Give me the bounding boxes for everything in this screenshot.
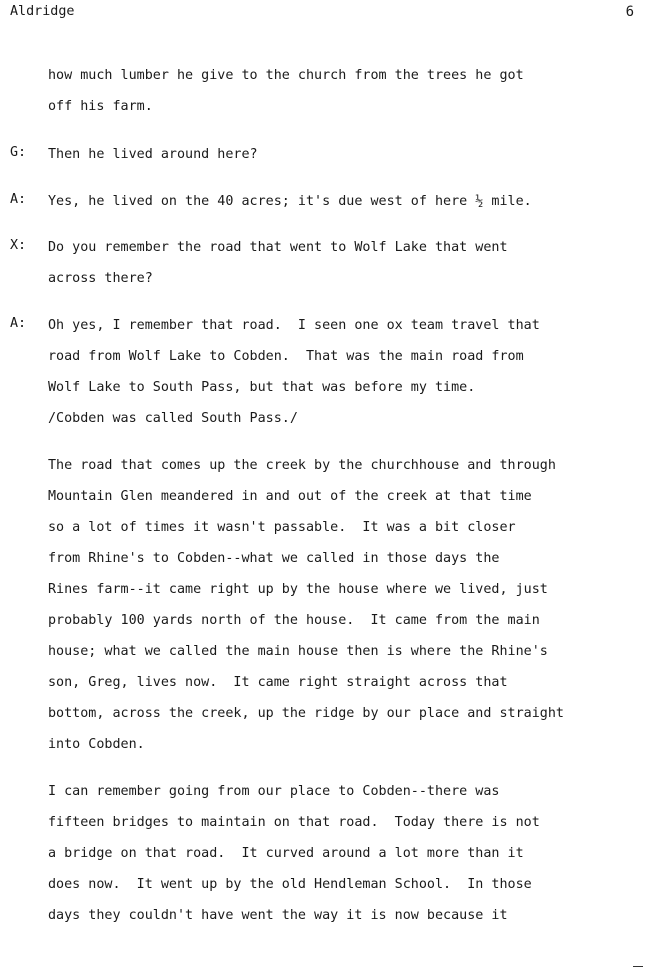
transcript-line: /Cobden was called South Pass./ (48, 411, 298, 426)
transcript-line: I can remember going from our place to Cobden--there was (48, 784, 500, 799)
transcript-line: off his farm. (48, 99, 153, 114)
speaker-label: A: (10, 316, 27, 331)
speaker-label: A: (10, 192, 27, 207)
transcript-line: Mountain Glen meandered in and out of the creek at that time (48, 489, 532, 504)
transcript-line: Rines farm--it came right up by the house where we lived, just (48, 582, 548, 597)
transcript-line: son, Greg, lives now. It came right straight across that (48, 675, 508, 690)
transcript-line: does now. It went up by the old Hendleman School. In those (48, 877, 532, 892)
transcript-line: fifteen bridges to maintain on that road. Today there is not (48, 815, 540, 830)
transcript-line: across there? (48, 271, 153, 286)
interviewee-name: Aldridge (10, 4, 75, 19)
transcript-line: Do you remember the road that went to Wolf Lake that went (48, 240, 508, 255)
speaker-label: G: (10, 145, 27, 160)
transcript-line: Then he lived around here? (48, 147, 258, 162)
transcript-line: The road that comes up the creek by the churchhouse and through (48, 458, 556, 473)
transcript-line: a bridge on that road. It curved around a lot more than it (48, 846, 524, 861)
page-number: 6 (625, 4, 634, 20)
page-header (10, 4, 634, 24)
page-corner-mark (633, 966, 643, 967)
transcript-line: from Rhine's to Cobden--what we called in those days the (48, 551, 500, 566)
speaker-label: X: (10, 238, 27, 253)
transcript-line: into Cobden. (48, 737, 145, 752)
transcript-line: Oh yes, I remember that road. I seen one ox team travel that (48, 318, 540, 333)
transcript-line: road from Wolf Lake to Cobden. That was the main road from (48, 349, 524, 364)
transcript-line: bottom, across the creek, up the ridge by our place and straight (48, 706, 564, 721)
transcript-line: house; what we called the main house then is where the Rhine's (48, 644, 548, 659)
transcript-line: so a lot of times it wasn't passable. It was a bit closer (48, 520, 516, 535)
transcript-line: Yes, he lived on the 40 acres; it's due west of here ½ mile. (48, 194, 532, 209)
transcript-line: Wolf Lake to South Pass, but that was before my time. (48, 380, 476, 395)
transcript-line: probably 100 yards north of the house. It came from the main (48, 613, 540, 628)
transcript-line: days they couldn't have went the way it is now because it (48, 908, 508, 923)
transcript-line: how much lumber he give to the church from the trees he got (48, 68, 524, 83)
